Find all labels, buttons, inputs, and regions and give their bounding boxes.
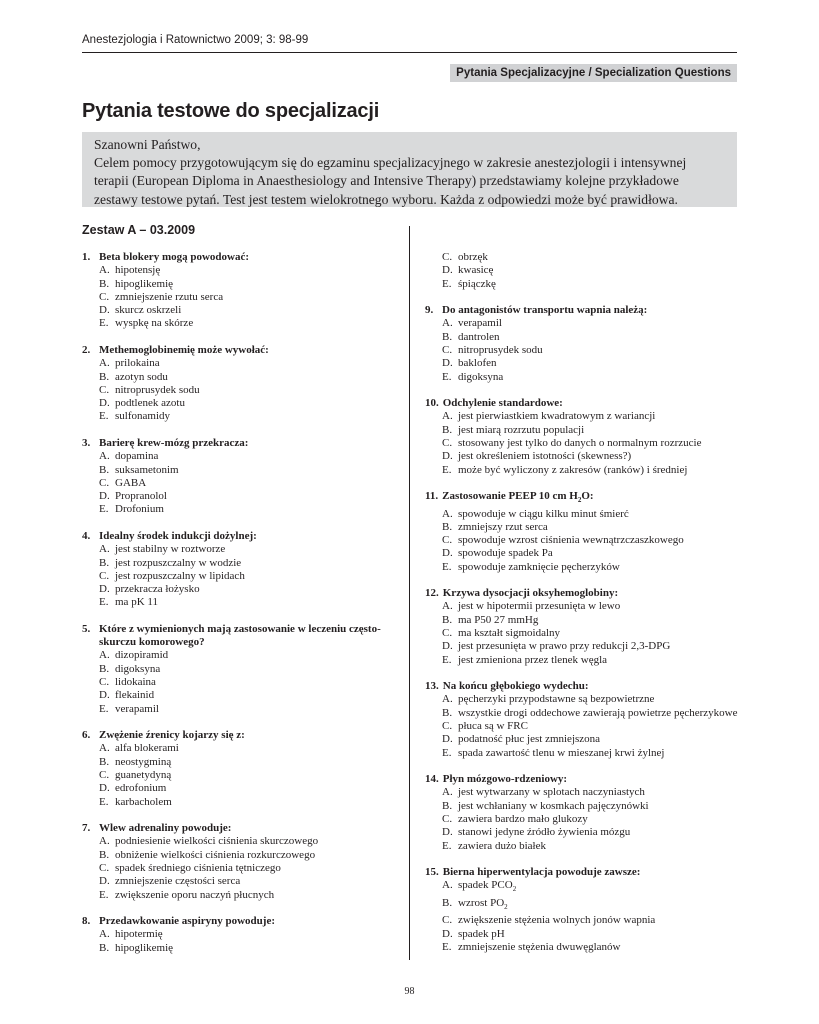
answer-option: D. skurcz oskrzeli [99,304,182,317]
answer-option: C. zawiera bardzo mało glukozy [442,813,588,825]
question-text: 11. Zastosowanie PEEP 10 cm $H_2O$: [425,490,594,505]
question-text: 14. Płyn mózgowo-rdzeniowy: [425,773,568,786]
intro-box [82,132,737,207]
answer-option: C. GABA [99,476,147,489]
question-3 [82,437,402,517]
answer-option: E. spada zawartość tlenu w mieszanej krwi żylnej [442,746,665,759]
answer-option: B. jest wchłaniany w kosmkach pajęczynówki [442,799,649,812]
answer-option: E. śpiączkę [442,277,496,290]
answer-option: E. zawiera dużo białek [442,839,546,852]
question-2 [82,344,402,424]
answer-option: B. hipoglikemię [99,277,174,290]
question-text: 2. Methemoglobinemię może wywołać: [82,343,269,356]
answer-option: B. hipoglikemię [99,941,174,954]
question-9 [425,304,745,384]
answer-option: A. jest wytwarzany w splotach naczyniastych [442,786,645,799]
question-text: 13. Na końcu głębokiego wydechu: [425,680,589,693]
answer-option: B. obniżenie wielkości ciśnienia rozkurczowego [99,848,316,861]
answer-option: D. jest przesunięta w prawo przy redukcji 2,3-DPG [442,640,671,653]
answer-option: C. stosowany jest tylko do danych o normalnym rozrzucie [442,436,702,449]
answer-option: A. jest stabilny w roztworze [99,543,226,556]
answer-option: B. zmniejszy rzut serca [442,520,548,533]
answer-option: E. spowoduje zamknięcie pęcherzyków [442,560,620,573]
answer-option: C. nitroprusydek sodu [442,343,543,356]
answer-option: D. stanowi jedyne źródło żywienia mózgu [442,826,631,839]
question-6 [82,729,402,809]
question-column-right [425,251,745,967]
answer-option: C. jest rozpuszczalny w lipidach [99,569,245,582]
answer-option: D. jest określeniem istotności (skewness?) [442,450,632,463]
answer-option: D. zmniejszenie częstości serca [99,875,241,888]
answer-option: A. verapamil [442,317,502,330]
answer-option: E. sulfonamidy [99,410,170,423]
answer-option: B. jest miarą rozrzutu populacji [442,423,585,436]
set-heading: Zestaw A – 03.2009 [82,223,196,237]
answer-option: A. pęcherzyki przypodstawne są bezpowietrzne [442,693,655,706]
header-rule [82,52,737,53]
question-text: 10. Odchylenie standardowe: [425,397,563,410]
page-title: Pytania testowe do specjalizacji [82,100,380,122]
question-15 [425,866,745,954]
answer-option: D. flekainid [99,689,155,702]
answer-option: A. hipotermię [99,928,163,941]
question-text: 9. Do antagonistów transportu wapnia należą: [425,304,648,317]
answer-option: B. suksametonim [99,463,179,476]
answer-option: A. spadek $PCO_2$ [442,879,517,894]
answer-option: A. prilokaina [99,357,160,370]
answer-option: E. zmniejszenie stężenia dwuwęglanów [442,940,621,953]
answer-option: C. lidokaina [99,676,156,689]
journal-citation: Anestezjologia i Ratownictwo 2009; 3: 98-99 [82,34,309,46]
answer-option: D. podatność płuc jest zmniejszona [442,733,601,746]
answer-option: B. ma P50 27 mmHg [442,613,539,626]
question-8-continued [425,251,745,291]
answer-option: E. może być wyliczony z zakresów (ranków) i średniej [442,463,688,476]
answer-option: E. wyspkę na skórze [99,317,194,330]
section-label: Pytania Specjalizacyjne / Specialization Questions [450,64,737,82]
answer-option: E. ma pK 11 [99,596,158,609]
question-11 [425,490,745,574]
question-4 [82,530,402,610]
question-text: 1. Beta blokery mogą powodować: [82,251,250,263]
answer-option: C. obrzęk [442,251,488,263]
answer-option: E. verapamil [99,702,159,715]
answer-option: C. zwiększenie stężenia wolnych jonów wapnia [442,914,656,927]
answer-option: C. guanetydyną [99,769,172,782]
answer-option: A. jest w hipotermii przesunięta w lewo [442,600,621,613]
question-13 [425,680,745,760]
question-text-continued: skurczu komorowego? [99,636,205,649]
answer-option: A. dopamina [99,450,159,463]
answer-option: B. jest rozpuszczalny w wodzie [99,556,242,569]
answer-option: D. Propranolol [99,490,167,503]
answer-option: D. baklofen [442,357,497,370]
answer-option: E. digoksyna [442,370,504,383]
question-text: 6. Zwężenie źrenicy kojarzy się z: [82,729,245,742]
answer-option: E. karbacholem [99,795,172,808]
question-12 [425,587,745,667]
intro-line: zestawy testowe pytań. Test jest testem wielokrotnego wyboru. Każda z odpowiedzi może być prawidłowa. [94,191,678,207]
page-number: 98 [404,986,415,997]
question-text: 12. Krzywa dysocjacji oksyhemoglobiny: [425,587,619,600]
answer-option: B. neostygminą [99,755,172,768]
answer-option: A. hipotensję [99,264,161,277]
answer-option: B. dantrolen [442,330,500,343]
answer-option: D. spowoduje spadek Pa [442,547,553,560]
intro-greeting: Szanowni Państwo, [94,137,201,152]
answer-option: B. digoksyna [99,662,161,675]
answer-option: C. płuca są w FRC [442,720,528,733]
column-divider [409,226,410,960]
question-text: 8. Przedawkowanie aspiryny powoduje: [82,915,276,928]
intro-line: Celem pomocy przygotowującym się do egzaminu specjalizacyjnego w zakresie anestezjologii i intensywnej [94,155,687,171]
answer-option: A. spowoduje w ciągu kilku minut śmierć [442,507,629,520]
answer-option: E. jest zmieniona przez tlenek węgla [442,653,608,666]
question-text: 15. Bierna hiperwentylacja powoduje zawsze: [425,866,641,879]
answer-option: D. podtlenek azotu [99,397,185,410]
answer-option: D. kwasicę [442,264,494,277]
answer-option: A. jest pierwiastkiem kwadratowym z wariancji [442,410,656,423]
answer-option: D. przekracza łożysko [99,583,200,596]
question-1 [82,251,402,331]
question-text: 5. Które z wymienionych mają zastosowanie w leczeniu często- [82,622,381,635]
answer-option: C. ma kształt sigmoidalny [442,627,561,640]
answer-option: C. spadek średniego ciśnienia tętniczego [99,862,281,874]
answer-option: B. azotyn sodu [99,370,168,383]
answer-option: C. zmniejszenie rzutu serca [99,290,224,303]
question-text: 4. Idealny środek indukcji dożylnej: [82,529,257,542]
answer-option: D. edrofonium [99,782,167,795]
question-text: 3. Barierę krew-mózg przekracza: [82,436,249,449]
question-8 [82,915,402,955]
answer-option: A. podniesienie wielkości ciśnienia skurczowego [99,835,319,848]
question-10 [425,397,745,477]
question-text: 7. Wlew adrenaliny powoduje: [82,822,232,835]
answer-option: B. wszystkie drogi oddechowe zawierają powietrze pęcherzykowe [442,706,738,719]
answer-option: E. zwiększenie oporu naczyń płucnych [99,888,275,901]
answer-option: C. nitroprusydek sodu [99,383,200,396]
answer-option: B. wzrost $PO_2$ [442,896,508,912]
question-column-left [82,251,402,968]
answer-option: C. spowoduje wzrost ciśnienia wewnątrzczaszkowego [442,534,684,547]
intro-line: terapii (European Diploma in Anaesthesiology and Intensive Therapy) przedstawiamy kolejne przykładowe [94,173,679,189]
answer-option: E. Drofonium [99,503,164,516]
question-14 [425,773,745,853]
question-7 [82,822,402,902]
answer-option: A. alfa blokerami [99,742,179,755]
answer-option: A. dizopiramid [99,649,169,662]
answer-option: D. spadek pH [442,927,505,940]
question-5 [82,623,402,716]
